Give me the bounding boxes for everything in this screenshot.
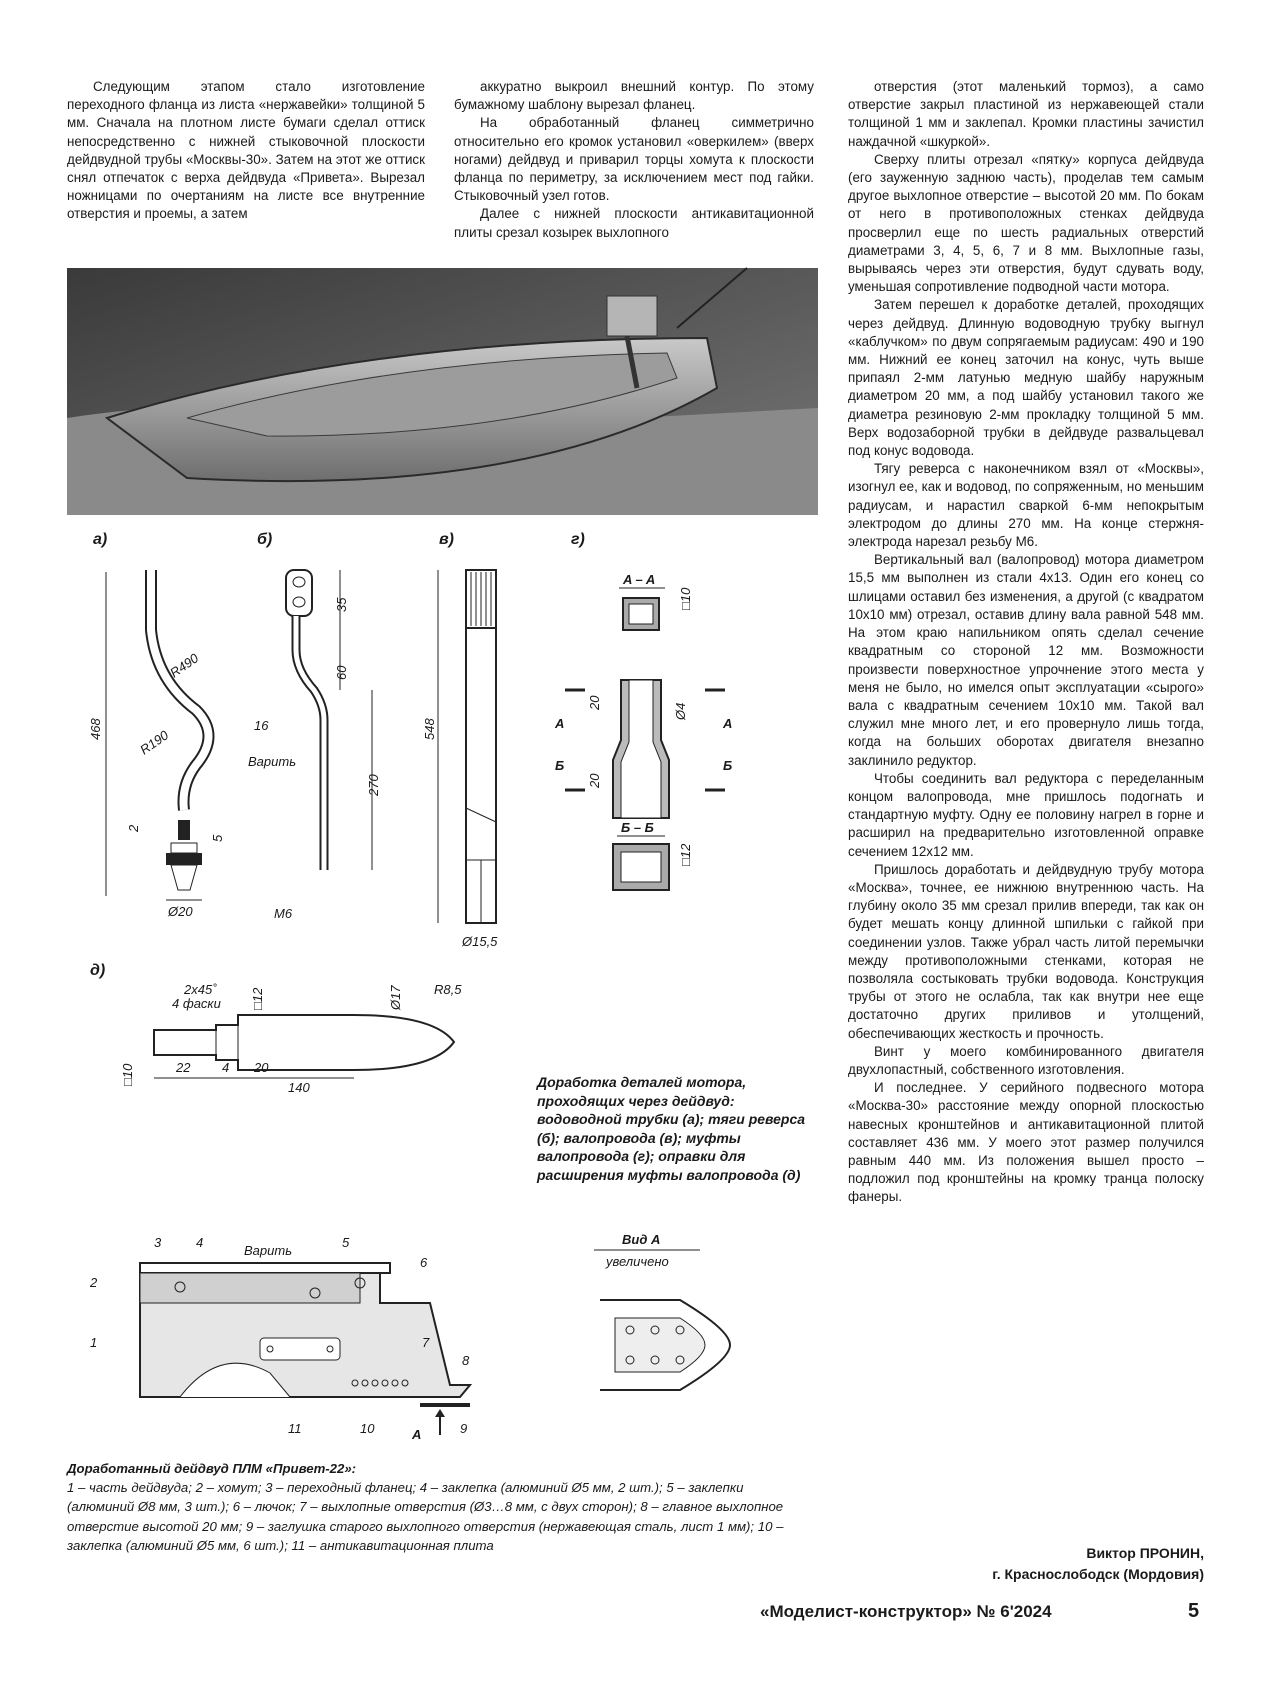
- section-aa: A – A: [623, 572, 656, 587]
- paragraph: отверстия (этот маленький тормоз), а само отверстие закрыл пластиной из нержавеющей стали толщиной 1 мм и заклепал. Кромки пластины зачистил наждачной «шкуркой».: [848, 79, 1204, 149]
- callout-11: 11: [288, 1421, 302, 1436]
- dim-60: 60: [334, 665, 349, 680]
- paragraph: Далее с нижней плоскости антикавитационной плиты срезал козырек выхлопного: [454, 206, 814, 240]
- paragraph: Пришлось доработать и дейдвудную трубу мотора «Москва», точнее, ее нижнюю внутреннюю часть. На глубину около 35 мм срезал прилив впереди, так как он будет мешать концу длинной шпильки с гайкой при соединении узлов. Также убрал часть литой перемычки между противоположными стенками, которая не позволяла состыковать трубки водовода. Конструкция трубы от этого не ослабла, так как внутри нее еще достаточно других приливов и утолщений, обеспечивающих жесткость и прочность.: [848, 861, 1204, 1041]
- dim-sq10: □10: [678, 587, 693, 610]
- dim-5: 5: [210, 834, 225, 842]
- paragraph: Тягу реверса с наконечником взял от «Москвы», изогнул ее, как и водовод, по сопряженным, но меньшим радиусам, и нарастил сваркой 6-мм непокрытым электродом до длины 270 мм. На конце стержня-электрода нарезал резьбу М6.: [848, 461, 1204, 550]
- callout-4: 4: [196, 1235, 204, 1250]
- dim-sq10-mandrel: □10: [120, 1063, 135, 1086]
- view-a-title: Вид А: [622, 1232, 661, 1247]
- section-bb: Б – Б: [621, 820, 654, 835]
- drawing-water-tube: [86, 560, 256, 950]
- figure-label-v: в): [439, 531, 454, 548]
- dim-r190: R190: [137, 727, 172, 758]
- section-mark-b-right: Б: [723, 758, 733, 773]
- dim-4-facets: 4 фаски: [172, 996, 221, 1011]
- figure-label-a: а): [93, 531, 108, 548]
- weld-label-deadwood: Варить: [244, 1243, 293, 1258]
- dim-d4: Ø4: [673, 702, 688, 720]
- view-arrow-a: A: [412, 1427, 422, 1442]
- figure-label-b: б): [257, 531, 273, 548]
- paragraph: аккуратно выкроил внешний контур. По этому бумажному шаблону вырезал фланец.: [454, 79, 814, 113]
- paragraph: На обработанный фланец симметрично относительно его кромок установил «оверкилем» (вверх ногами) дейдвуд и приварил торцы хомута к плоскости фланца по периметру, за исключением мест под гайки. Стыковочный узел готов.: [454, 115, 814, 204]
- callout-9: 9: [460, 1421, 468, 1436]
- author-signature: [992, 1543, 1204, 1585]
- parts-figure-caption: Доработка деталей мотора, проходящих через дейдвуд: водоводной трубки (а); тяги реверса (б); валопровода (в); муфты валопровода (г); оправки для расширения муфты валопровода (д): [537, 1074, 806, 1183]
- drawing-mandrel: [104, 980, 494, 1095]
- drawing-reverse-rod: [244, 560, 394, 950]
- author-name: Виктор ПРОНИН,: [1086, 1545, 1204, 1561]
- dim-20-bottom: 20: [587, 773, 602, 788]
- dim-35: 35: [334, 597, 349, 612]
- section-mark-a-right: A: [723, 716, 733, 731]
- text-column-2: [454, 78, 814, 242]
- deadwood-caption-title: Доработанный дейдвуд ПЛМ «Привет-22»:: [67, 1461, 357, 1476]
- drawing-coupling: [555, 570, 735, 915]
- dim-468: 468: [88, 718, 103, 740]
- callout-3: 3: [154, 1235, 162, 1250]
- page-number: 5: [1188, 1600, 1200, 1622]
- dim-d20: Ø20: [168, 904, 193, 919]
- author-city: г. Краснослободск (Мордовия): [992, 1566, 1204, 1582]
- callout-1: 1: [90, 1335, 98, 1350]
- paragraph: Следующим этапом стало изготовление переходного фланца из листа «нержавейки» толщиной 5 мм. Сначала на плотном листе бумаги сделал оттиск непосредственно с нижней стыковочной плоскости дейдвудной трубы «Москвы-30». Затем на этот же оттиск снял отпечаток с верха дейдвуда «Привета». Вырезал ножницами по очертаниям на листе все внутренние отверстия и проемы, а затем: [67, 79, 425, 222]
- callout-5: 5: [342, 1235, 350, 1250]
- dim-20-mandrel: 20: [254, 1060, 269, 1075]
- dim-sq12: □12: [678, 843, 693, 866]
- dim-22: 22: [176, 1060, 191, 1075]
- dim-548: 548: [422, 718, 437, 740]
- deadwood-caption: [67, 1459, 797, 1555]
- paragraph: Затем перешел к доработке деталей, проходящих через дейдвуд. Длинную водоводную трубку выгнул «каблучком» по двум сопрягаемым радиусам: 490 и 190 мм. Нижний ее конец заточил на конус, чуть выше припаял 2-мм латунью медную шайбу наружным диаметром 20 мм, а под шайбу установил такого же диаметра резиновую 2-мм прокладку толщиной 5 мм. Верх водозаборной трубки в дейдвуде развальцевал под конус водовода.: [848, 297, 1204, 459]
- dim-4: 4: [222, 1060, 230, 1075]
- paragraph: Чтобы соединить вал редуктора с переделанным концом валопровода, мне пришлось подогнать и стандартную муфту. Одну ее половину нагрел в горне и расширил на предварительно изготовленной оправке сечением 12х12 мм.: [848, 770, 1204, 859]
- dim-2x45: 2x45˚: [184, 982, 217, 997]
- callout-8: 8: [462, 1353, 470, 1368]
- callout-2: 2: [90, 1275, 98, 1290]
- paragraph: Винт у моего комбинированного двигателя двухлопастный, собственного изготовления.: [848, 1043, 1204, 1077]
- text-column-1: [67, 78, 425, 224]
- callout-10: 10: [360, 1421, 375, 1436]
- section-mark-b-left: Б: [555, 758, 565, 773]
- drawing-view-a: [580, 1230, 760, 1400]
- dim-d17: Ø17: [388, 985, 403, 1010]
- dim-r8-5: R8,5: [434, 982, 462, 997]
- magazine-footer: «Моделист-конструктор» № 6'2024: [760, 1602, 1052, 1621]
- view-a-subtitle: увеличено: [606, 1254, 669, 1269]
- figure-label-g: г): [571, 531, 585, 548]
- dim-sq12-mandrel: □12: [250, 987, 265, 1010]
- dim-r490: R490: [167, 650, 202, 681]
- dim-20-top: 20: [587, 695, 602, 710]
- text-column-3: [848, 78, 1204, 1207]
- paragraph: Вертикальный вал (валопровод) мотора диаметром 15,5 мм выполнен из стали 4х13. Один его конец со шлицами оставил без изменения, а другой (с квадратом 10х10 мм) отрезал, оставив длину вала равной 548 мм. На этом краю напильником опять сделал сечение квадратным со стороной 12 мм. Возможности произвести поверхностное упрочнение этого места у меня не было, но имелся опыт эксплуатации «сырого» вала с квадратным сечением 10х10 мм. Такой вал служил мне много лет, и его провернуло лишь тогда, когда на больших оборотах двигателя внезапно заклинило редуктор.: [848, 552, 1204, 768]
- dim-16: 16: [254, 718, 269, 733]
- paragraph: И последнее. У серийного подвесного мотора «Москва-30» расстояние между опорной плоскостью навесных кронштейнов и антикавитационной плитой составляет 436 мм. У моего этот размер получился равным 440 мм. Из положения вышел просто – подложил под кронштейны на кромку транца полоску фанеры.: [848, 1080, 1204, 1205]
- drawing-shaft: [422, 560, 526, 955]
- drawing-deadwood: [90, 1225, 530, 1445]
- dim-2: 2: [126, 824, 141, 832]
- dim-d15-5: Ø15,5: [462, 934, 498, 949]
- section-mark-a-left: A: [555, 716, 565, 731]
- dim-140: 140: [288, 1080, 310, 1095]
- boat-photo: [67, 268, 818, 515]
- dim-m6: M6: [274, 906, 293, 921]
- callout-7: 7: [422, 1335, 430, 1350]
- weld-label-rod: Варить: [248, 754, 297, 769]
- paragraph: Сверху плиты отрезал «пятку» корпуса дейдвуда (его зауженную заднюю часть), проделав тем самым другое выхлопное отверстие – высотой 20 мм. По бокам от него в противоположных стенках дейдвуда просверлил еще по шесть радиальных отверстий диаметрами 3, 4, 5, 6, 7 и 8 мм. Выхлопные газы, вырываясь через эти отверстия, будут сдувать воду, уменьшая сопротивление подводной части мотора.: [848, 151, 1204, 295]
- deadwood-caption-body: 1 – часть дейдвуда; 2 – хомут; 3 – переходный фланец; 4 – заклепка (алюминий Ø5 мм, 2 шт.); 5 – заклепки (алюминий Ø8 мм, 3 шт.); 6 – лючок; 7 – выхлопные отверстия (Ø3…8 мм, с двух сторон); 8 – главное выхлопное отверстие высотой 20 мм; 9 – заглушка старого выхлопного отверстия (нержавеющая сталь, лист 1 мм); 10 – заклепка (алюминий Ø5 мм, 6 шт.); 11 – антикавитационная плита: [67, 1480, 784, 1553]
- figure-label-d: д): [90, 962, 106, 979]
- dim-270: 270: [366, 774, 381, 796]
- callout-6: 6: [420, 1255, 428, 1270]
